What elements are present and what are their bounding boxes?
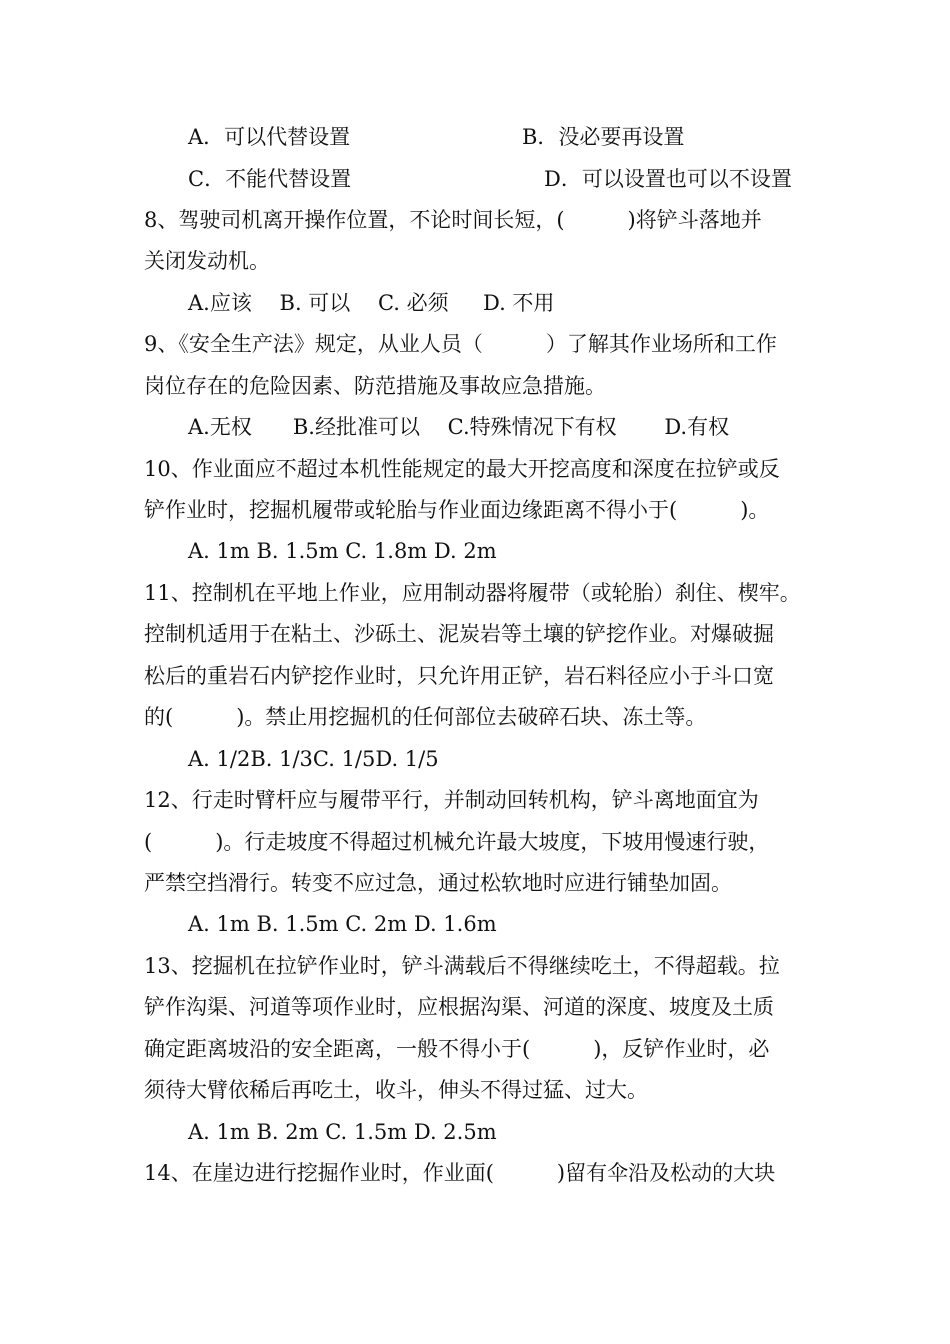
question-11-line-3: 松后的重岩石内铲挖作业时，只允许用正铲，岩石料径应小于斗口宽 <box>144 664 774 688</box>
question-9-line-2: 岗位存在的危险因素、防范措施及事故应急措施。 <box>144 374 606 398</box>
question-13-line-4: 须待大臂依稀后再吃土，收斗，伸头不得过猛、过大。 <box>144 1078 648 1102</box>
question-13-options: A. 1m B. 2m C. 1.5m D. 2.5m <box>188 1120 497 1144</box>
question-12-options: A. 1m B. 1.5m C. 2m D. 1.6m <box>188 912 497 936</box>
question-9-options: A.无权 B.经批准可以 C.特殊情况下有权 D.有权 <box>188 415 730 439</box>
question-12-line-2: ( )。行走坡度不得超过机械允许最大坡度，下坡用慢速行驶， <box>144 830 770 854</box>
question-11-line-2: 控制机适用于在粘土、沙砾土、泥炭岩等土壤的铲挖作业。对爆破掘 <box>144 622 774 646</box>
question-10-line-1: 10、作业面应不超过本机性能规定的最大开挖高度和深度在拉铲或反 <box>144 457 780 481</box>
question-13-line-3: 确定距离坡沿的安全距离，一般不得小于( )，反铲作业时，必 <box>144 1037 770 1061</box>
question-13-line-1: 13、挖掘机在拉铲作业时，铲斗满载后不得继续吃土，不得超载。拉 <box>144 954 780 978</box>
question-8-line-2: 关闭发动机。 <box>144 249 270 273</box>
question-11-options: A. 1/2B. 1/3C. 1/5D. 1/5 <box>188 747 439 771</box>
question-12-line-1: 12、行走时臂杆应与履带平行，并制动回转机构，铲斗离地面宜为 <box>144 788 759 812</box>
question-12-line-3: 严禁空挡滑行。转变不应过急，通过松软地时应进行铺垫加固。 <box>144 871 732 895</box>
question-8-options: A.应该 B. 可以 C. 必须 D. 不用 <box>188 291 555 315</box>
question-11-line-1: 11、控制机在平地上作业，应用制动器将履带（或轮胎）刹住、楔牢。 <box>144 581 801 605</box>
question-14-line-1: 14、在崖边进行挖掘作业时，作业面( )留有伞沿及松动的大块 <box>144 1161 776 1185</box>
question-13-line-2: 铲作沟渠、河道等项作业时，应根据沟渠、河道的深度、坡度及土质 <box>144 995 774 1019</box>
question-10-options: A. 1m B. 1.5m C. 1.8m D. 2m <box>188 539 497 563</box>
question-11-line-4: 的( )。禁止用挖掘机的任何部位去破碎石块、冻土等。 <box>144 705 707 729</box>
option-c: C．不能代替设置 <box>188 167 352 191</box>
question-9-line-1: 9、《安全生产法》规定，从业人员（ ）了解其作业场所和工作 <box>144 332 777 356</box>
option-a: A．可以代替设置 <box>188 125 351 149</box>
option-d: D．可以设置也可以不设置 <box>544 167 792 191</box>
option-b: B．没必要再设置 <box>522 125 685 149</box>
question-10-line-2: 铲作业时，挖掘机履带或轮胎与作业面边缘距离不得小于( )。 <box>144 498 770 522</box>
question-8-line-1: 8、驾驶司机离开操作位置，不论时间长短，( )将铲斗落地并 <box>144 208 762 232</box>
